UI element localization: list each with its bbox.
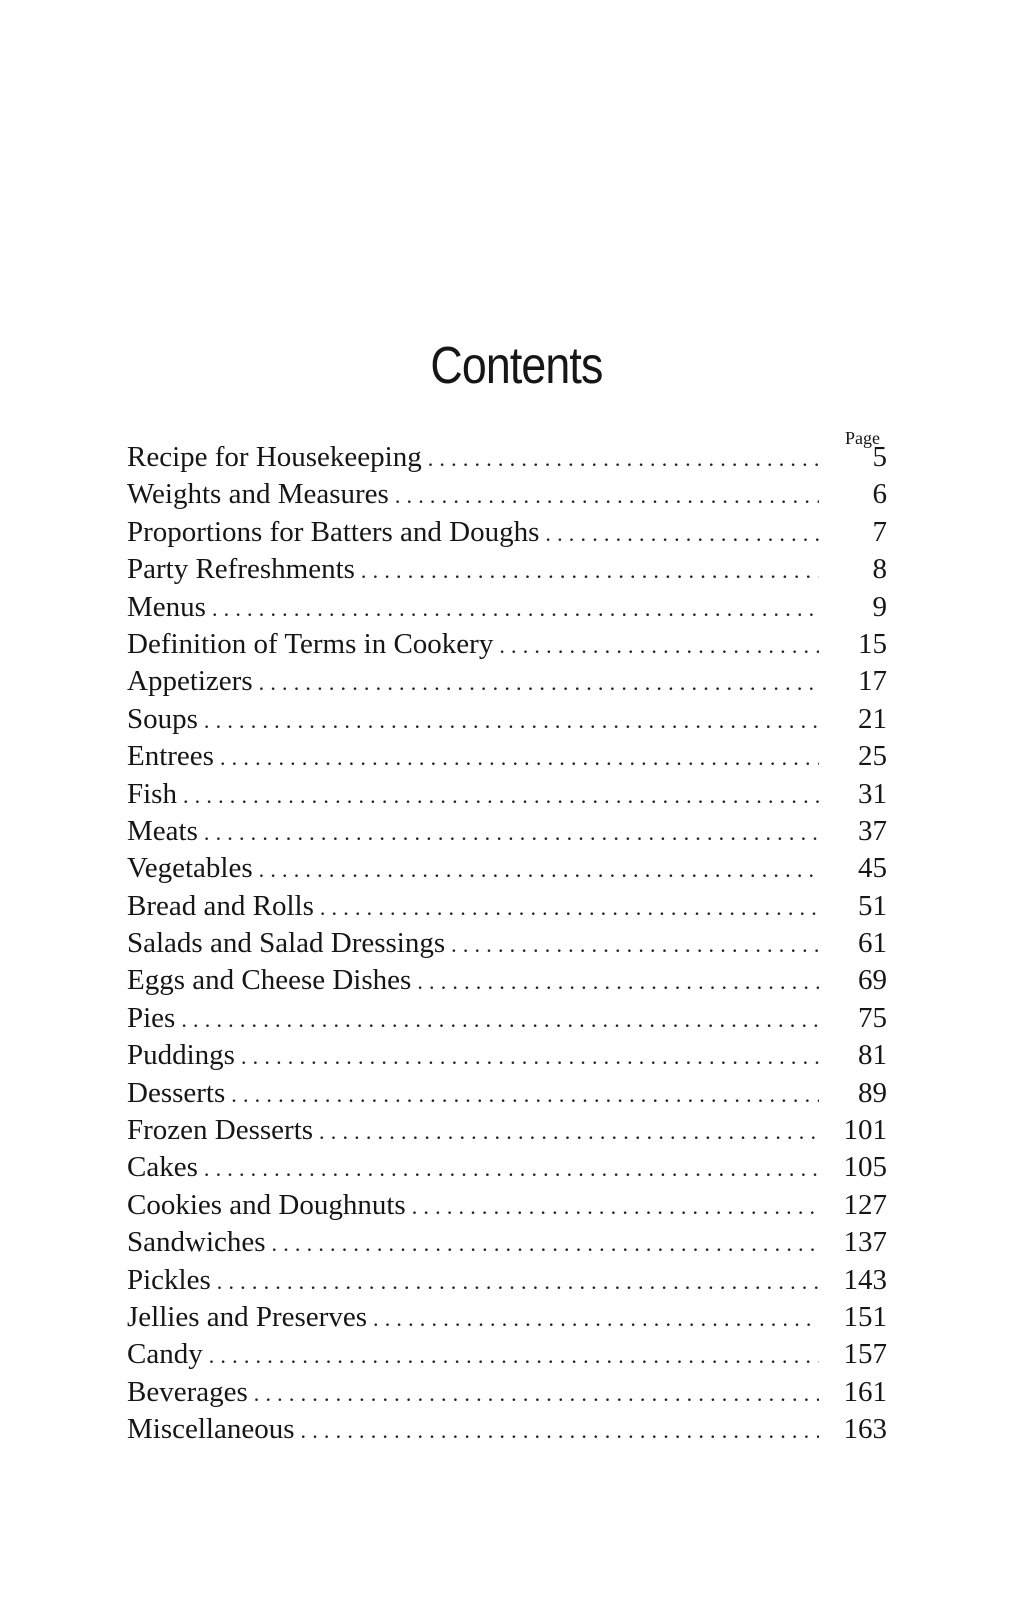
- toc-entry: [127, 1301, 887, 1338]
- dot-leader: [241, 1044, 819, 1070]
- dot-leader: [204, 820, 819, 846]
- toc-entry-page-number: 151: [843, 1300, 887, 1333]
- toc-entry-title: Beverages: [127, 1375, 248, 1408]
- toc-entry: [127, 815, 887, 852]
- dot-leader: [373, 1306, 819, 1332]
- toc-entry-page-number: 101: [843, 1114, 887, 1147]
- toc-entry-title: Jellies and Preserves: [127, 1300, 367, 1333]
- toc-entry-title: Bread and Rolls: [127, 889, 314, 922]
- toc-entry: [127, 478, 887, 515]
- toc-entry: [127, 927, 887, 964]
- dot-leader: [361, 558, 819, 584]
- dot-leader: [412, 1194, 819, 1220]
- dot-leader: [428, 446, 819, 472]
- toc-entry: [127, 516, 887, 553]
- toc-entry-title: Pies: [127, 1001, 176, 1034]
- toc-entry-title: Weights and Measures: [127, 478, 389, 511]
- toc-entry-title: Desserts: [127, 1076, 226, 1109]
- dot-leader: [259, 857, 819, 883]
- toc-entry: [127, 1264, 887, 1301]
- toc-entry-title: Entrees: [127, 740, 214, 773]
- toc-entry-title: Meats: [127, 814, 198, 847]
- toc-entry: [127, 591, 887, 628]
- toc-entry-title: Eggs and Cheese Dishes: [127, 964, 412, 997]
- toc-entry-page-number: 8: [872, 553, 887, 586]
- toc-entry-page-number: 51: [858, 889, 887, 922]
- dot-leader: [204, 708, 819, 734]
- page-column-label: Page: [845, 428, 880, 448]
- toc-entry-page-number: 25: [858, 740, 887, 773]
- toc-entry-title: Menus: [127, 590, 206, 623]
- toc-entry: [127, 1226, 887, 1263]
- toc-entry-page-number: 17: [858, 665, 887, 698]
- toc-entry: [127, 890, 887, 927]
- toc-entry: [127, 1151, 887, 1188]
- toc-entry-page-number: 127: [843, 1188, 887, 1221]
- toc-entry: [127, 1114, 887, 1151]
- toc-entry-page-number: 7: [872, 515, 887, 548]
- toc-entry: [127, 1039, 887, 1076]
- toc-entry: [127, 852, 887, 889]
- toc-entry-title: Pickles: [127, 1263, 211, 1296]
- table-of-contents: [127, 441, 887, 1451]
- toc-entry: [127, 1338, 887, 1375]
- toc-entry-title: Appetizers: [127, 665, 253, 698]
- dot-leader: [301, 1418, 819, 1444]
- toc-entry: [127, 703, 887, 740]
- dot-leader: [209, 1343, 819, 1369]
- toc-entry-page-number: 6: [872, 478, 887, 511]
- toc-entry-page-number: 31: [858, 777, 887, 810]
- toc-entry-title: Party Refreshments: [127, 553, 355, 586]
- dot-leader: [272, 1231, 819, 1257]
- dot-leader: [204, 1156, 819, 1182]
- toc-entry-page-number: 89: [858, 1076, 887, 1109]
- dot-leader: [499, 633, 819, 659]
- dot-leader: [320, 895, 819, 921]
- toc-entry-title: Recipe for Housekeeping: [127, 441, 422, 473]
- toc-entry-page-number: 37: [858, 814, 887, 847]
- dot-leader: [220, 745, 819, 771]
- toc-entry: [127, 1376, 887, 1413]
- toc-entry-page-number: 69: [858, 964, 887, 997]
- toc-entry-page-number: 157: [843, 1338, 887, 1371]
- toc-entry-title: Cakes: [127, 1151, 198, 1184]
- dot-leader: [259, 670, 819, 696]
- dot-leader: [545, 521, 819, 547]
- toc-entry-title: Frozen Desserts: [127, 1114, 314, 1147]
- dot-leader: [451, 932, 819, 958]
- toc-entry: [127, 665, 887, 702]
- toc-entry-title: Fish: [127, 777, 177, 810]
- toc-entry: [127, 1413, 887, 1450]
- toc-entry-page-number: 5: [872, 441, 887, 473]
- toc-entry-title: Cookies and Doughnuts: [127, 1188, 406, 1221]
- toc-entry: [127, 628, 887, 665]
- toc-entry: [127, 441, 887, 478]
- toc-entry-page-number: 81: [858, 1039, 887, 1072]
- toc-entry-page-number: 9: [872, 590, 887, 623]
- toc-entry-title: Salads and Salad Dressings: [127, 927, 446, 960]
- dot-leader: [181, 1007, 819, 1033]
- toc-entry-title: Puddings: [127, 1039, 235, 1072]
- toc-entry-page-number: 61: [858, 927, 887, 960]
- toc-entry-title: Miscellaneous: [127, 1413, 295, 1446]
- toc-entry-title: Proportions for Batters and Doughs: [127, 515, 540, 548]
- toc-entry-page-number: 105: [843, 1151, 887, 1184]
- toc-entry-page-number: 45: [858, 852, 887, 885]
- toc-entry-title: Soups: [127, 702, 198, 735]
- toc-entry-title: Vegetables: [127, 852, 253, 885]
- toc-entry: [127, 1189, 887, 1226]
- toc-entry-page-number: 137: [843, 1226, 887, 1259]
- toc-entry: [127, 740, 887, 777]
- toc-entry: [127, 1077, 887, 1114]
- dot-leader: [395, 483, 819, 509]
- toc-entry-page-number: 163: [843, 1413, 887, 1446]
- page-title: Contents: [430, 337, 603, 395]
- toc-entry-page-number: 21: [858, 702, 887, 735]
- dot-leader: [212, 596, 819, 622]
- dot-leader: [217, 1269, 819, 1295]
- dot-leader: [417, 969, 819, 995]
- toc-entry-title: Definition of Terms in Cookery: [127, 627, 494, 660]
- toc-entry-page-number: 143: [843, 1263, 887, 1296]
- toc-entry: [127, 1002, 887, 1039]
- toc-entry-page-number: 75: [858, 1001, 887, 1034]
- dot-leader: [254, 1381, 819, 1407]
- dot-leader: [319, 1119, 819, 1145]
- toc-entry-page-number: 15: [858, 627, 887, 660]
- toc-entry: [127, 553, 887, 590]
- toc-entry-title: Candy: [127, 1338, 203, 1371]
- toc-entry-page-number: 161: [843, 1375, 887, 1408]
- toc-entry: [127, 778, 887, 815]
- toc-entry: [127, 964, 887, 1001]
- dot-leader: [183, 783, 819, 809]
- dot-leader: [231, 1082, 819, 1108]
- toc-entry-title: Sandwiches: [127, 1226, 266, 1259]
